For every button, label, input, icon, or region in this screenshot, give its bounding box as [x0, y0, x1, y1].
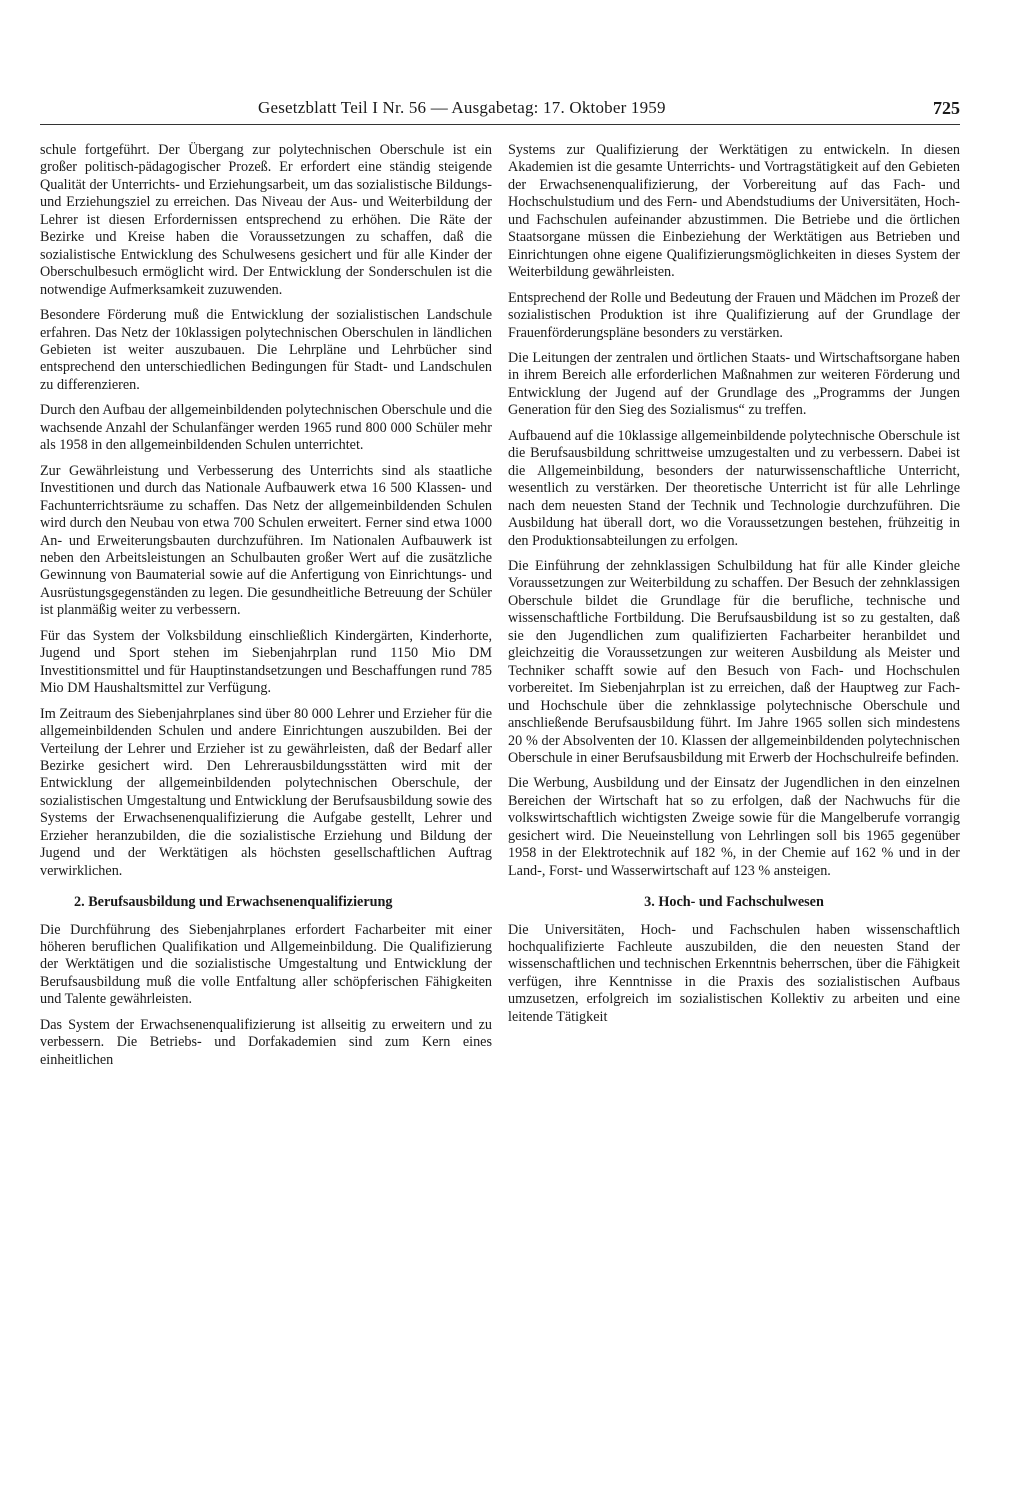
paragraph: Besondere Förderung muß die Entwicklung der sozialistischen Landschule erfahren. Das Netz der 10klassigen polytechnischen Oberschulen in ländlichen Gebieten ist weiter auszubauen. Die Lehrpläne und Lehrbücher sind entsprechend den unterschiedlichen Bedingungen für Stadt- und Landschulen zu differenzieren. — [40, 307, 492, 393]
paragraph: Die Einführung der zehnklassigen Schulbildung hat für alle Kinder gleiche Voraussetzungen zur Weiterbildung zu schaffen. Der Besuch der zehnklassigen Oberschule bildet die Grundlage für die berufliche, technische und wissenschaftliche Fortbildung. Die Berufsausbildung ist so zu gestalten, daß sie den Jugendlichen zum qualifizierten Facharbeiter heranbildet und gleichzeitig die Voraussetzungen zur weiteren Ausbildung als Meister und Techniker schafft sowie auf den Besuch von Fach- und Hochschulen vorbereitet. Im Siebenjahrplan ist zu erreichen, daß der Hauptweg zur Fach- und Hochschule über die zehnklassige polytechnische Oberschule und anschließende Berufsausbildung führt. Im Jahre 1965 sollen sich mindestens 20 % der Absolventen der 10. Klassen der allgemeinbildenden polytechnischen Oberschule in einer Berufsausbildung mit Erwerb der Hochschulreife befinden. — [508, 557, 960, 766]
running-title: Gesetzblatt Teil I Nr. 56 — Ausgabetag: 17. Oktober 1959 — [258, 98, 666, 117]
page-number: 725 — [933, 98, 960, 118]
page-header — [40, 98, 960, 125]
paragraph: Zur Gewährleistung und Verbesserung des Unterrichts sind als staatliche Investitionen und durch das Nationale Aufbauwerk etwa 16 500 Klassen- und Fachunterrichtsräume zu schaffen. Das Netz der allgemeinbildenden Schulen wird durch den Neubau von etwa 700 Schulen erweitert. Ferner sind etwa 1000 An- und Erweiterungsbauten durchzuführen. Im Nationalen Aufbauwerk ist neben den Arbeitsleistungen an Schulbauten großer Wert auf die zusätzliche Gewinnung von Baumaterial sowie auf die Anfertigung von Einrichtungs- und Ausrüstungsgegenständen zu legen. Die gesundheitliche Betreuung der Schüler ist planmäßig weiter zu verbessern. — [40, 462, 492, 619]
right-column — [508, 142, 960, 1034]
paragraph: Für das System der Volksbildung einschließlich Kindergärten, Kinderhorte, Jugend und Sport stehen im Siebenjahrplan rund 1150 Mio DM Investitionsmittel und für Hauptinstandsetzungen und Beschaffungen rund 785 Mio DM Haushaltsmittel zur Verfügung. — [40, 627, 492, 697]
section-heading: 3. Hoch- und Fachschulwesen — [644, 894, 824, 911]
paragraph: Im Zeitraum des Siebenjahrplanes sind über 80 000 Lehrer und Erzieher für die allgemeinbildenden Schulen und andere Einrichtungen auszubilden. Bei der Verteilung der Lehrer und Erzieher ist zu gewährleisten, daß der Bedarf aller Bezirke gesichert wird. Den Lehrerausbildungsstätten wird mit der Entwicklung der allgemeinbildenden polytechnischen Oberschule, der sozialistischen Umgestaltung und Entwicklung der Berufsausbildung sowie des Systems der Erwachsenenqualifizierung die Aufgabe gestellt, Lehrer und Erzieher heranzubilden, die die sozialistische Erziehung und Bildung der Jugend und der Werktätigen als höchsten gesellschaftlichen Auftrag verwirklichen. — [40, 705, 492, 879]
paragraph: Systems zur Qualifizierung der Werktätigen zu entwickeln. In diesen Akademien ist die gesamte Unterrichts- und Vortragstätigkeit auf den Gebieten der Erwachsenenqualifizierung, der Vorbereitung auf das Fach- und Hochschulstudium und des Fern- und Abendstudiums der Universitäten, Hoch- und Fachschulen aufeinander abzustimmen. Die Betriebe und die örtlichen Staatsorgane müssen die Einbeziehung der Werktätigen aus Betrieben und Einrichtungen ohne eigene Qualifizierungsmöglichkeiten in dieses System der Weiterbildung gewährleisten. — [508, 142, 960, 281]
section-heading: 2. Berufsausbildung und Erwachsenenqualifizierung — [74, 894, 393, 911]
paragraph: schule fortgeführt. Der Übergang zur polytechnischen Oberschule ist ein großer politisch-pädagogischer Prozeß. Er erfordert eine ständig steigende Qualität der Unterrichts- und Erziehungsarbeit, um das sozialistische Bildungs- und Erziehungsziel zu erreichen. Das Niveau der Aus- und Weiterbildung der Lehrer ist diesen Erfordernissen entsprechend zu erhöhen. Die Räte der Bezirke und Kreise haben die Voraussetzungen zu schaffen, daß die sozialistische Entwicklung des Schulwesens gesichert und für alle Kinder der Oberschulbesuch ermöglicht wird. Der Entwicklung der Sonderschulen ist die notwendige Aufmerksamkeit zuzuwenden. — [40, 142, 492, 298]
paragraph: Die Durchführung des Siebenjahrplanes erfordert Facharbeiter mit einer höheren beruflichen Qualifikation und Allgemeinbildung. Die Qualifizierung der Werktätigen und die sozialistische Umgestaltung und Entwicklung der Berufsausbildung muß die volle Entfaltung aller schöpferischen Fähigkeiten und Talente gewährleisten. — [40, 921, 492, 1008]
paragraph: Die Werbung, Ausbildung und der Einsatz der Jugendlichen in den einzelnen Bereichen der Wirtschaft hat so zu erfolgen, daß der Nachwuchs für die volkswirtschaftlich wichtigsten Zweige sowie für die Mangelberufe vorrangig gesichert wird. Die Neueinstellung von Lehrlingen soll bis 1965 gegenüber 1958 in der Elektrotechnik auf 182 %, in der Chemie auf 162 % und in der Land-, Forst- und Wasserwirtschaft auf 123 % ansteigen. — [508, 775, 960, 879]
paragraph: Entsprechend der Rolle und Bedeutung der Frauen und Mädchen im Prozeß der sozialistischen Produktion ist ihre Qualifizierung auf der Grundlage der Frauenförderungspläne besonders zu verstärken. — [508, 289, 960, 341]
paragraph: Das System der Erwachsenenqualifizierung ist allseitig zu erweitern und zu verbessern. Die Betriebs- und Dorfakademien sind zum Kern eines einheitlichen — [40, 1016, 492, 1068]
paragraph: Durch den Aufbau der allgemeinbildenden polytechnischen Oberschule und die wachsende Anzahl der Schulanfänger werden 1965 rund 800 000 Schüler mehr als 1958 in den allgemeinbildenden Schulen unterrichtet. — [40, 402, 492, 454]
left-column — [40, 142, 492, 1077]
paragraph: Die Leitungen der zentralen und örtlichen Staats- und Wirtschaftsorgane haben in ihrem Bereich alle erforderlichen Maßnahmen zur weiteren Förderung und Entwicklung der Jugend auf der Grundlage des „Programms der Jungen Generation für den Sieg des Sozialismus“ zu treffen. — [508, 349, 960, 419]
paragraph: Die Universitäten, Hoch- und Fachschulen haben wissenschaftlich hochqualifizierte Fachleute auszubilden, die den neuesten Stand der wissenschaftlichen und technischen Erkenntnis beherrschen, über die Fähigkeit verfügen, ihre Kenntnisse in die Praxis des sozialistischen Aufbaus umzusetzen, erfolgreich im sozialistischen Kollektiv zu arbeiten und eine leitende Tätigkeit — [508, 921, 960, 1025]
paragraph: Aufbauend auf die 10klassige allgemeinbildende polytechnische Oberschule ist die Berufsausbildung schrittweise umzugestalten und zu verbessern. Dabei ist die Allgemeinbildung, besonders der naturwissenschaftliche Unterricht, wesentlich zu verstärken. Der theoretische Unterricht ist für alle Lehrlinge nach dem neuesten Stand der Technik und Technologie durchzuführen. Die Ausbildung hat überall dort, wo die Voraussetzungen bestehen, frühzeitig in den Produktionsabteilungen zu erfolgen. — [508, 427, 960, 549]
